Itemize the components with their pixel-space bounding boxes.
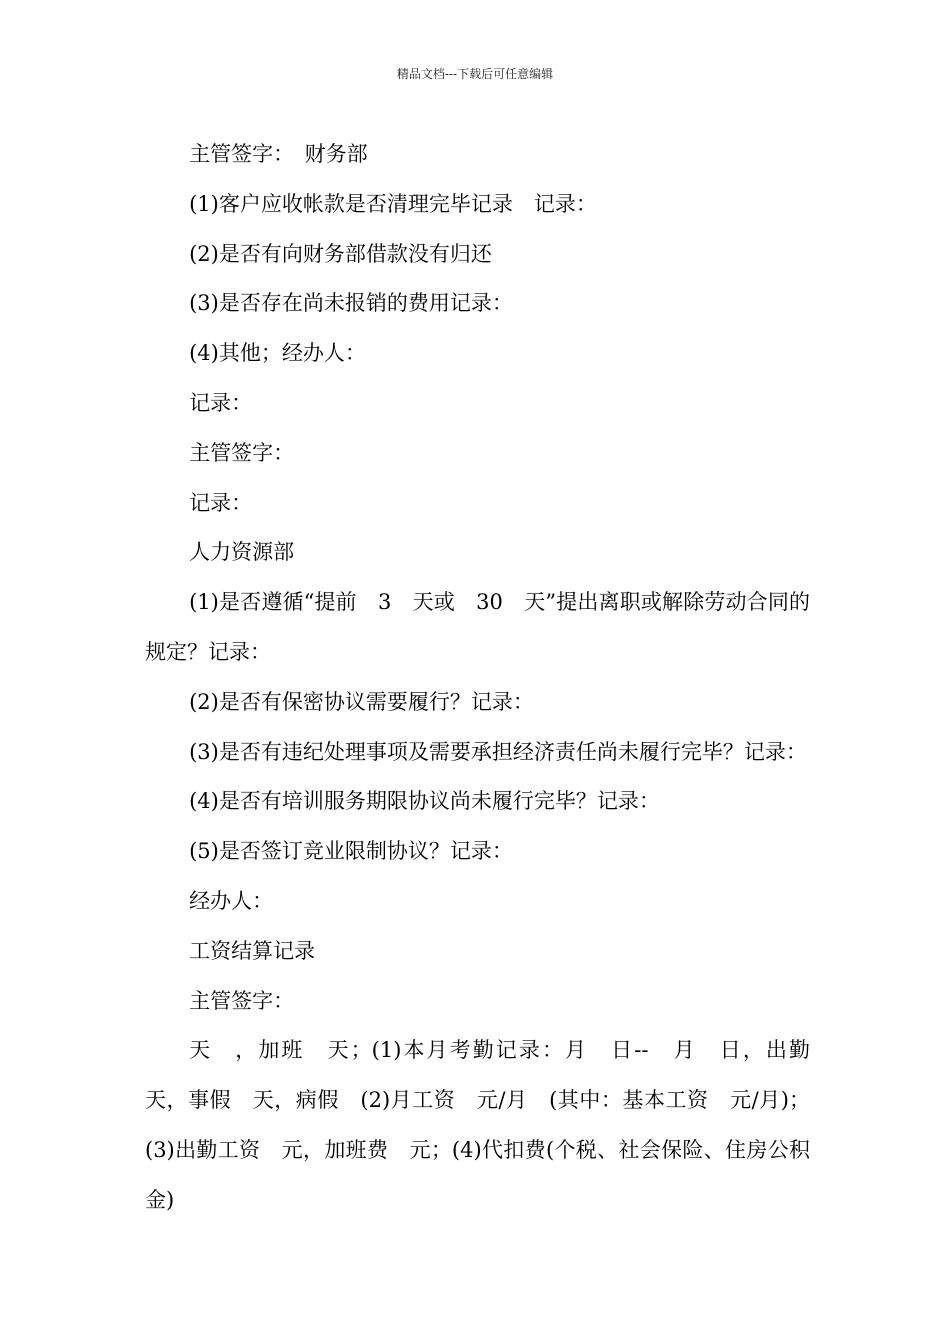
paragraph-supervisor-signature-2: 主管签字： — [189, 988, 295, 1013]
paragraph-other-handler: (4)其他；经办人： — [189, 341, 366, 366]
paragraph-unreimbursed-expenses: (3)是否存在尚未报销的费用记录： — [189, 291, 513, 316]
paragraph-finance-loan: (2)是否有向财务部借款没有归还 — [189, 241, 492, 266]
paragraph-supervisor-signature-1: 主管签字： — [189, 440, 295, 465]
paragraph-disciplinary: (3)是否有违纪处理事项及需要承担经济责任尚未履行完毕？记录： — [189, 739, 807, 764]
page-header: 精品文档---下载后可任意编辑 — [396, 67, 554, 81]
paragraph-hr-department: 人力资源部 — [189, 540, 295, 565]
paragraph-salary-settlement: 工资结算记录 — [189, 938, 316, 963]
paragraph-confidentiality: (2)是否有保密协议需要履行？记录： — [189, 689, 534, 714]
document-body — [145, 130, 831, 1226]
paragraph-attendance-salary: 天 ，加班 天；(1)本月考勤记录：月 日-- 月 日，出勤 天，事假 天，病假 (2)月工资 元/月 (其中：基本工资 元/月)；(3)出勤工资 元，加班费 元；(4)代扣费(个税、社会保险、住房公积金) — [145, 1038, 831, 1212]
paragraph-supervisor-signature-finance: 主管签字： 财务部 — [189, 142, 368, 166]
paragraph-notice-period: (1)是否遵循“提前 3 天或 30 天”提出离职或解除劳动合同的规定？记录： — [145, 590, 810, 664]
paragraph-receivables-record: (1)客户应收帐款是否清理完毕记录 记录： — [189, 191, 597, 216]
paragraph-non-compete: (5)是否签订竞业限制协议？记录： — [189, 839, 513, 864]
paragraph-handler: 经办人： — [189, 888, 274, 913]
paragraph-record-1: 记录： — [189, 390, 253, 415]
paragraph-training-agreement: (4)是否有培训服务期限协议尚未履行完毕？记录： — [189, 789, 660, 814]
paragraph-record-2: 记录： — [189, 490, 253, 515]
